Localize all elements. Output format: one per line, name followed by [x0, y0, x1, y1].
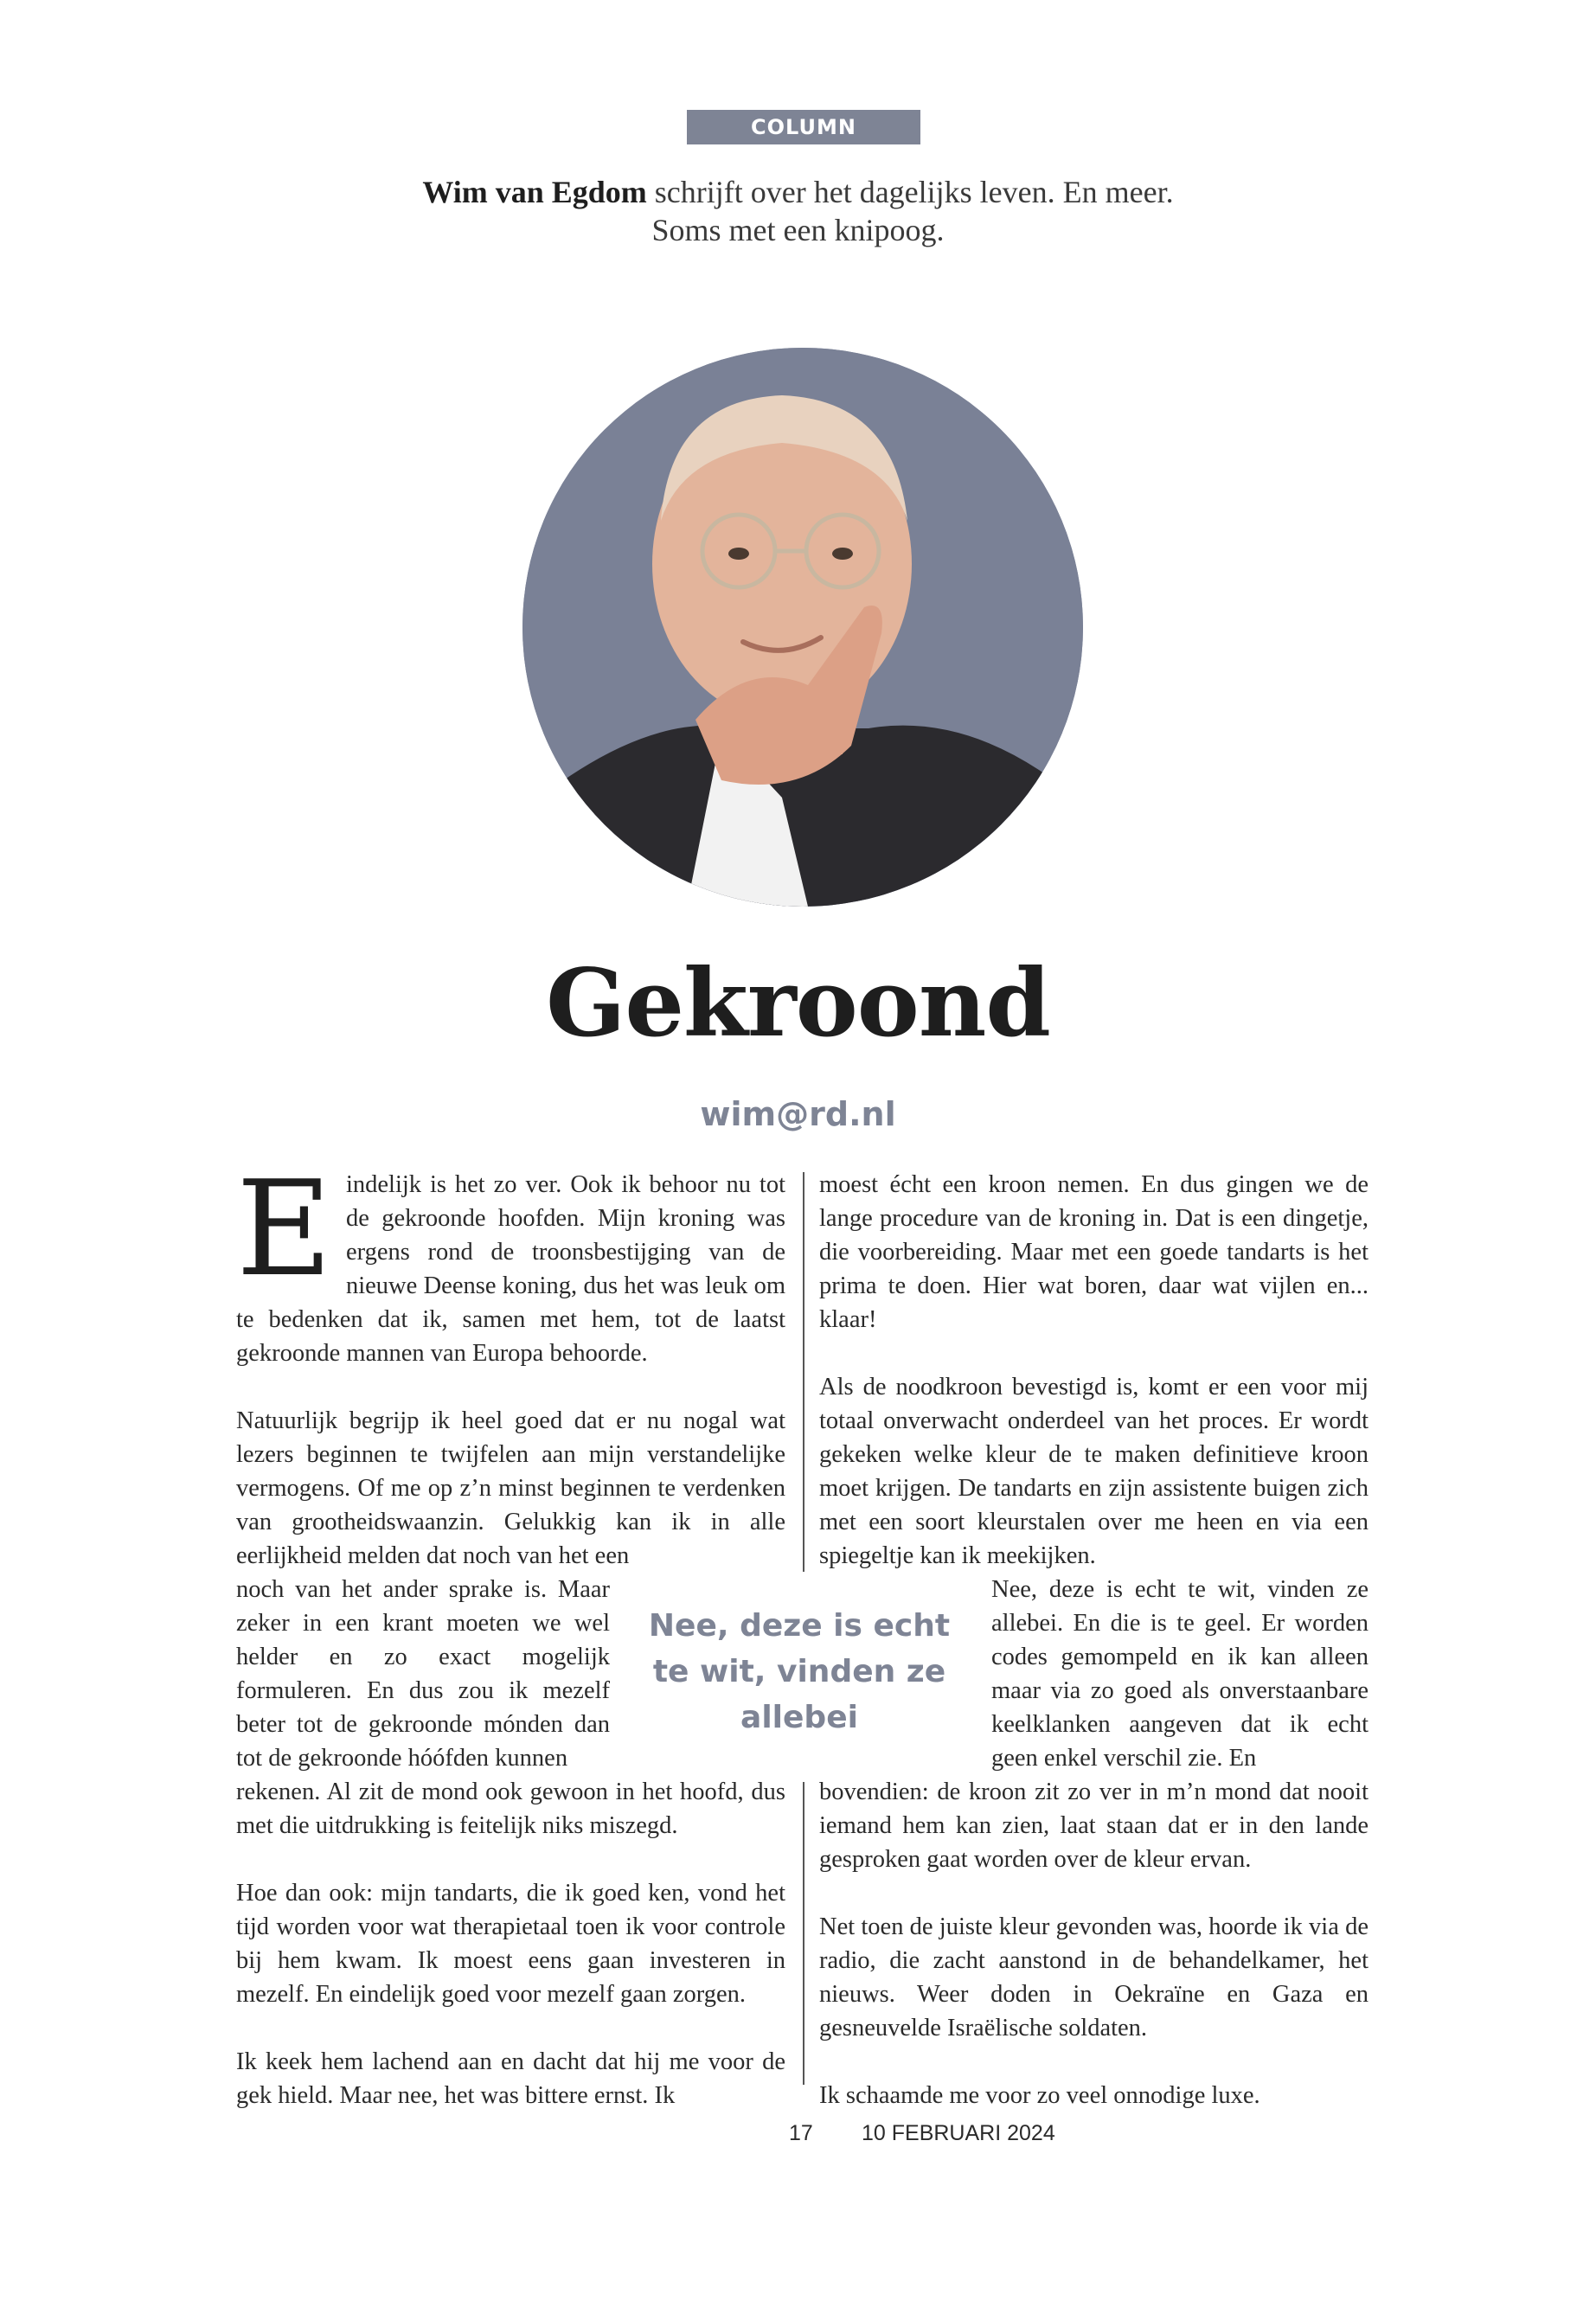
article-headline: Gekroond — [546, 949, 1050, 1058]
drop-cap: E — [236, 1152, 332, 1305]
author-portrait-illustration — [522, 348, 1083, 907]
paragraph: rekenen. Al zit de mond ook gewoon in het hoofd, dus met die uitdrukking is feitelijk niks miszegd. — [236, 1779, 785, 1839]
section-label: COLUMN — [687, 110, 920, 144]
left-column-bottom — [236, 1775, 785, 2112]
paragraph: Net toen de juiste kleur gevonden was, hoorde ik via de radio, die zacht aanstond in de behandelkamer, het nieuws. Weer doden in Oekraïne en Gaza en gesneuvelde Israëlische soldaten. — [819, 1913, 1368, 2041]
paragraph: Nee, deze is echt te wit, vinden ze allebei. En die is te geel. Er worden codes gemompeld en ik kan alleen maar via zo goed als onverstaanbare keelklanken aangeven dat ik echt geen enkel verschil zie. En — [991, 1576, 1368, 1772]
right-column-bottom — [819, 1775, 1368, 2112]
left-column-top — [236, 1152, 785, 1573]
column-divider-top — [803, 1172, 804, 1572]
author-portrait — [522, 348, 1083, 907]
page-number: 17 — [789, 2121, 813, 2145]
issue-date: 10 FEBRUARI 2024 — [862, 2121, 1055, 2145]
left-column-wrap — [236, 1573, 610, 1775]
author-email: wim@rd.nl — [700, 1095, 896, 1133]
paragraph: Ik schaamde me voor zo veel onnodige luxe. — [819, 2082, 1260, 2109]
paragraph: Natuurlijk begrijp ik heel goed dat er nu nogal wat lezers beginnen te twijfelen aan mijn verstandelijke vermogens. Of me op z’n minst beginnen te verdenken van grootheidswaanzin. Gelukkig kan ik in alle eerlijkheid melden dat noch van het een — [236, 1407, 785, 1569]
paragraph: moest écht een kroon nemen. En dus gingen we de lange procedure van de kroning in. Dat is een dingetje, die voorbereiding. Maar met een goede tandarts is het prima te doen. Hier wat boren, daar wat vijlen en... klaar! — [819, 1171, 1368, 1333]
right-column-top — [819, 1168, 1368, 1573]
right-column-wrap — [991, 1573, 1368, 1775]
paragraph: Ik keek hem lachend aan en dacht dat hij me voor de gek hield. Maar nee, het was bittere ernst. Ik — [236, 2048, 785, 2109]
paragraph: Hoe dan ook: mijn tandarts, die ik goed ken, vond het tijd worden voor wat therapietaal toen ik voor controle bij hem kwam. Ik moest eens gaan investeren in mezelf. En eindelijk goed voor mezelf gaan zorgen. — [236, 1880, 785, 2008]
intro-text: schrijft over het dagelijks leven. En meer. — [646, 175, 1174, 209]
column-intro — [260, 173, 1336, 249]
intro-subline: Soms met een knipoog. — [651, 213, 945, 247]
paragraph — [236, 1152, 785, 1370]
paragraph: noch van het ander sprake is. Maar zeker in een krant moeten we wel helder en zo exact mogelijk formuleren. En dus zou ik mezelf beter tot de gekroonde mónden dan tot de gekroonde hóófden kunnen — [236, 1576, 610, 1772]
author-name: Wim van Egdom — [422, 175, 647, 209]
paragraph-text: indelijk is het zo ver. Ook ik behoor nu tot de gekroonde hoofden. Mijn kroning was ergens rond de troonsbestijging van de nieuwe Deense koning, dus het was leuk om te bedenken dat ik, samen met hem, tot de laatst gekroonde mannen van Europa behoorde. — [236, 1171, 785, 1367]
pull-quote: Nee, deze is echt te wit, vinden ze allebei — [648, 1608, 951, 1735]
paragraph: Als de noodkroon bevestigd is, komt er een voor mij totaal onverwacht onderdeel van het proces. Er wordt gekeken welke kleur de te maken definitieve kroon moet krijgen. De tandarts en zijn assistente buigen zich met een soort kleurstalen over me heen en via een spiegeltje kan ik meekijken. — [819, 1374, 1368, 1569]
paragraph: bovendien: de kroon zit zo ver in m’n mond dat nooit iemand hem kan zien, laat staan dat er in den lande gesproken gaat worden over de kleur ervan. — [819, 1779, 1368, 1873]
column-divider-bottom — [803, 1782, 804, 2085]
